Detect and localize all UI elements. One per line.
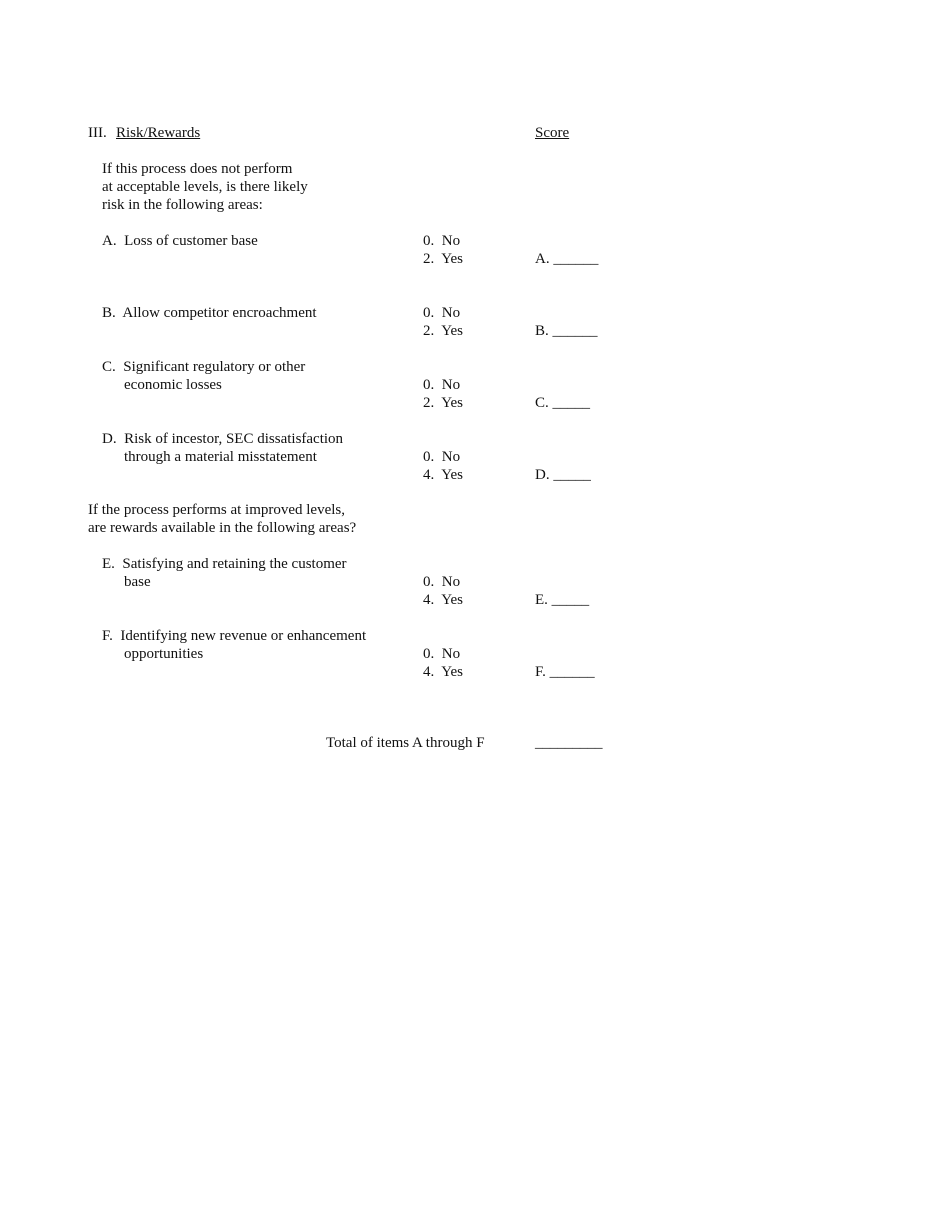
item-d-label: D. Risk of incestor, SEC dissatisfaction: [102, 431, 344, 447]
item-e-option-no: 0. No: [423, 574, 461, 590]
risk-intro-line: risk in the following areas:: [102, 197, 263, 213]
risk-intro-line: at acceptable levels, is there likely: [102, 179, 308, 195]
item-a-score-blank[interactable]: A. ______: [535, 251, 599, 267]
item-f-option-yes: 4. Yes: [423, 664, 464, 680]
item-c-score-blank[interactable]: C. _____: [535, 395, 591, 411]
item-e-option-yes: 4. Yes: [423, 592, 464, 608]
item-a-option-no: 0. No: [423, 233, 461, 249]
reward-intro-line: are rewards available in the following areas?: [88, 520, 357, 536]
item-b-label: B. Allow competitor encroachment: [102, 305, 317, 321]
item-b-option-no: 0. No: [423, 305, 461, 321]
item-f-option-no: 0. No: [423, 646, 461, 662]
risk-intro-line: If this process does not perform: [102, 161, 293, 177]
item-e-score-blank[interactable]: E. _____: [535, 592, 590, 608]
section-title: Risk/Rewards: [116, 125, 201, 141]
item-f-label-cont: opportunities: [124, 646, 204, 662]
item-d-option-no: 0. No: [423, 449, 461, 465]
item-c-label-cont: economic losses: [124, 377, 222, 393]
item-a-option-yes: 2. Yes: [423, 251, 464, 267]
reward-intro-line: If the process performs at improved levels,: [88, 502, 345, 518]
item-c-label: C. Significant regulatory or other: [102, 359, 306, 375]
item-e-label-cont: base: [124, 574, 151, 590]
item-f-label: F. Identifying new revenue or enhancement: [102, 628, 367, 644]
item-b-score-blank[interactable]: B. ______: [535, 323, 598, 339]
section-number: III.: [88, 125, 107, 141]
item-d-score-blank[interactable]: D. _____: [535, 467, 591, 483]
item-e-label: E. Satisfying and retaining the customer: [102, 556, 347, 572]
item-a-label: A. Loss of customer base: [102, 233, 258, 249]
total-score-blank[interactable]: _________: [535, 735, 603, 751]
item-d-option-yes: 4. Yes: [423, 467, 464, 483]
item-c-option-no: 0. No: [423, 377, 461, 393]
item-b-option-yes: 2. Yes: [423, 323, 464, 339]
score-column-header: Score: [535, 125, 570, 141]
item-f-score-blank[interactable]: F. ______: [535, 664, 595, 680]
item-d-label-cont: through a material misstatement: [124, 449, 317, 465]
item-c-option-yes: 2. Yes: [423, 395, 464, 411]
total-label: Total of items A through F: [326, 735, 485, 751]
